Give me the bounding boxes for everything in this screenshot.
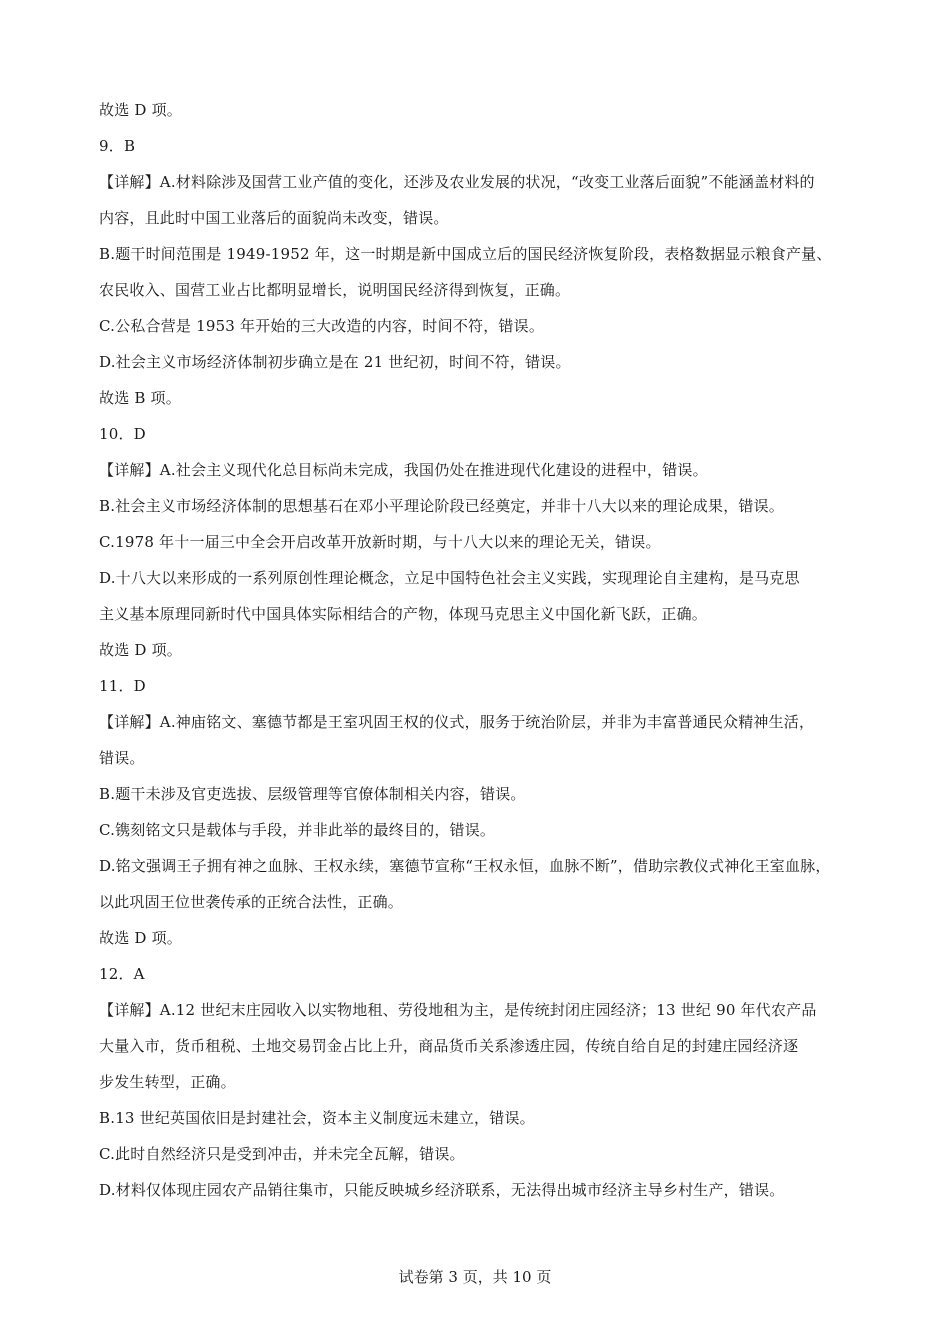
- question-answer-11: 11．D: [99, 677, 146, 695]
- answer-explanations: [99, 92, 869, 1208]
- text-line: B.13 世纪英国依旧是封建社会，资本主义制度远未建立，错误。: [99, 1109, 535, 1127]
- text-line: 主义基本原理同新时代中国具体实际相结合的产物，体现马克思主义中国化新飞跃，正确。: [99, 605, 708, 623]
- question-answer-9: 9．B: [99, 137, 136, 155]
- question-answer-10: 10．D: [99, 425, 146, 443]
- text-line: 【详解】A.神庙铭文、塞德节都是王室巩固王权的仪式，服务于统治阶层，并非为丰富普通民众精神生活，: [99, 713, 815, 731]
- text-line: 【详解】A.12 世纪末庄园收入以实物地租、劳役地租为主，是传统封闭庄园经济；13 世纪 90 年代农产品: [99, 1001, 817, 1019]
- text-line: 大量入市，货币租税、土地交易罚金占比上升，商品货币关系渗透庄园，传统自给自足的封建庄园经济逐: [99, 1037, 799, 1055]
- text-line: C.镌刻铭文只是载体与手段，并非此举的最终目的，错误。: [99, 821, 496, 839]
- text-line: D.铭文强调王子拥有神之血脉、王权永续，塞德节宣称“王权永恒，血脉不断”，借助宗教仪式神化王室血脉，: [99, 857, 831, 875]
- text-line: D.社会主义市场经济体制初步确立是在 21 世纪初，时间不符，错误。: [99, 353, 571, 371]
- text-line: 步发生转型，正确。: [99, 1073, 236, 1091]
- page-footer: 试卷第 3 页，共 10 页: [398, 1268, 552, 1286]
- question-answer-12: 12．A: [99, 965, 145, 983]
- text-line: 错误。: [99, 749, 145, 767]
- text-line: D.材料仅体现庄园农产品销往集市，只能反映城乡经济联系，无法得出城市经济主导乡村生产，错误。: [99, 1181, 785, 1199]
- text-line: 故选 D 项。: [99, 101, 182, 119]
- text-line: 以此巩固王位世袭传承的正统合法性，正确。: [99, 893, 404, 911]
- text-line: 内容，且此时中国工业落后的面貌尚未改变，错误。: [99, 209, 449, 227]
- text-line: D.十八大以来形成的一系列原创性理论概念，立足中国特色社会主义实践，实现理论自主建构，是马克思: [99, 569, 800, 587]
- text-line: 农民收入、国营工业占比都明显增长，说明国民经济得到恢复，正确。: [99, 281, 571, 299]
- text-line: B.题干未涉及官吏选拔、层级管理等官僚体制相关内容，错误。: [99, 785, 526, 803]
- text-line: B.题干时间范围是 1949-1952 年，这一时期是新中国成立后的国民经济恢复阶段，表格数据显示粮食产量、: [99, 245, 832, 263]
- text-line: C.1978 年十一届三中全会开启改革开放新时期，与十八大以来的理论无关，错误。: [99, 533, 661, 551]
- text-line: C.公私合营是 1953 年开始的三大改造的内容，时间不符，错误。: [99, 317, 545, 335]
- text-line: 故选 D 项。: [99, 929, 182, 947]
- text-line: 【详解】A.材料除涉及国营工业产值的变化，还涉及农业发展的状况，“改变工业落后面貌”不能涵盖材料的: [99, 173, 815, 191]
- text-line: 故选 D 项。: [99, 641, 182, 659]
- text-line: C.此时自然经济只是受到冲击，并未完全瓦解，错误。: [99, 1145, 465, 1163]
- text-line: 故选 B 项。: [99, 389, 181, 407]
- text-line: 【详解】A.社会主义现代化总目标尚未完成，我国仍处在推进现代化建设的进程中，错误。: [99, 461, 708, 479]
- text-line: B.社会主义市场经济体制的思想基石在邓小平理论阶段已经奠定，并非十八大以来的理论成果，错误。: [99, 497, 784, 515]
